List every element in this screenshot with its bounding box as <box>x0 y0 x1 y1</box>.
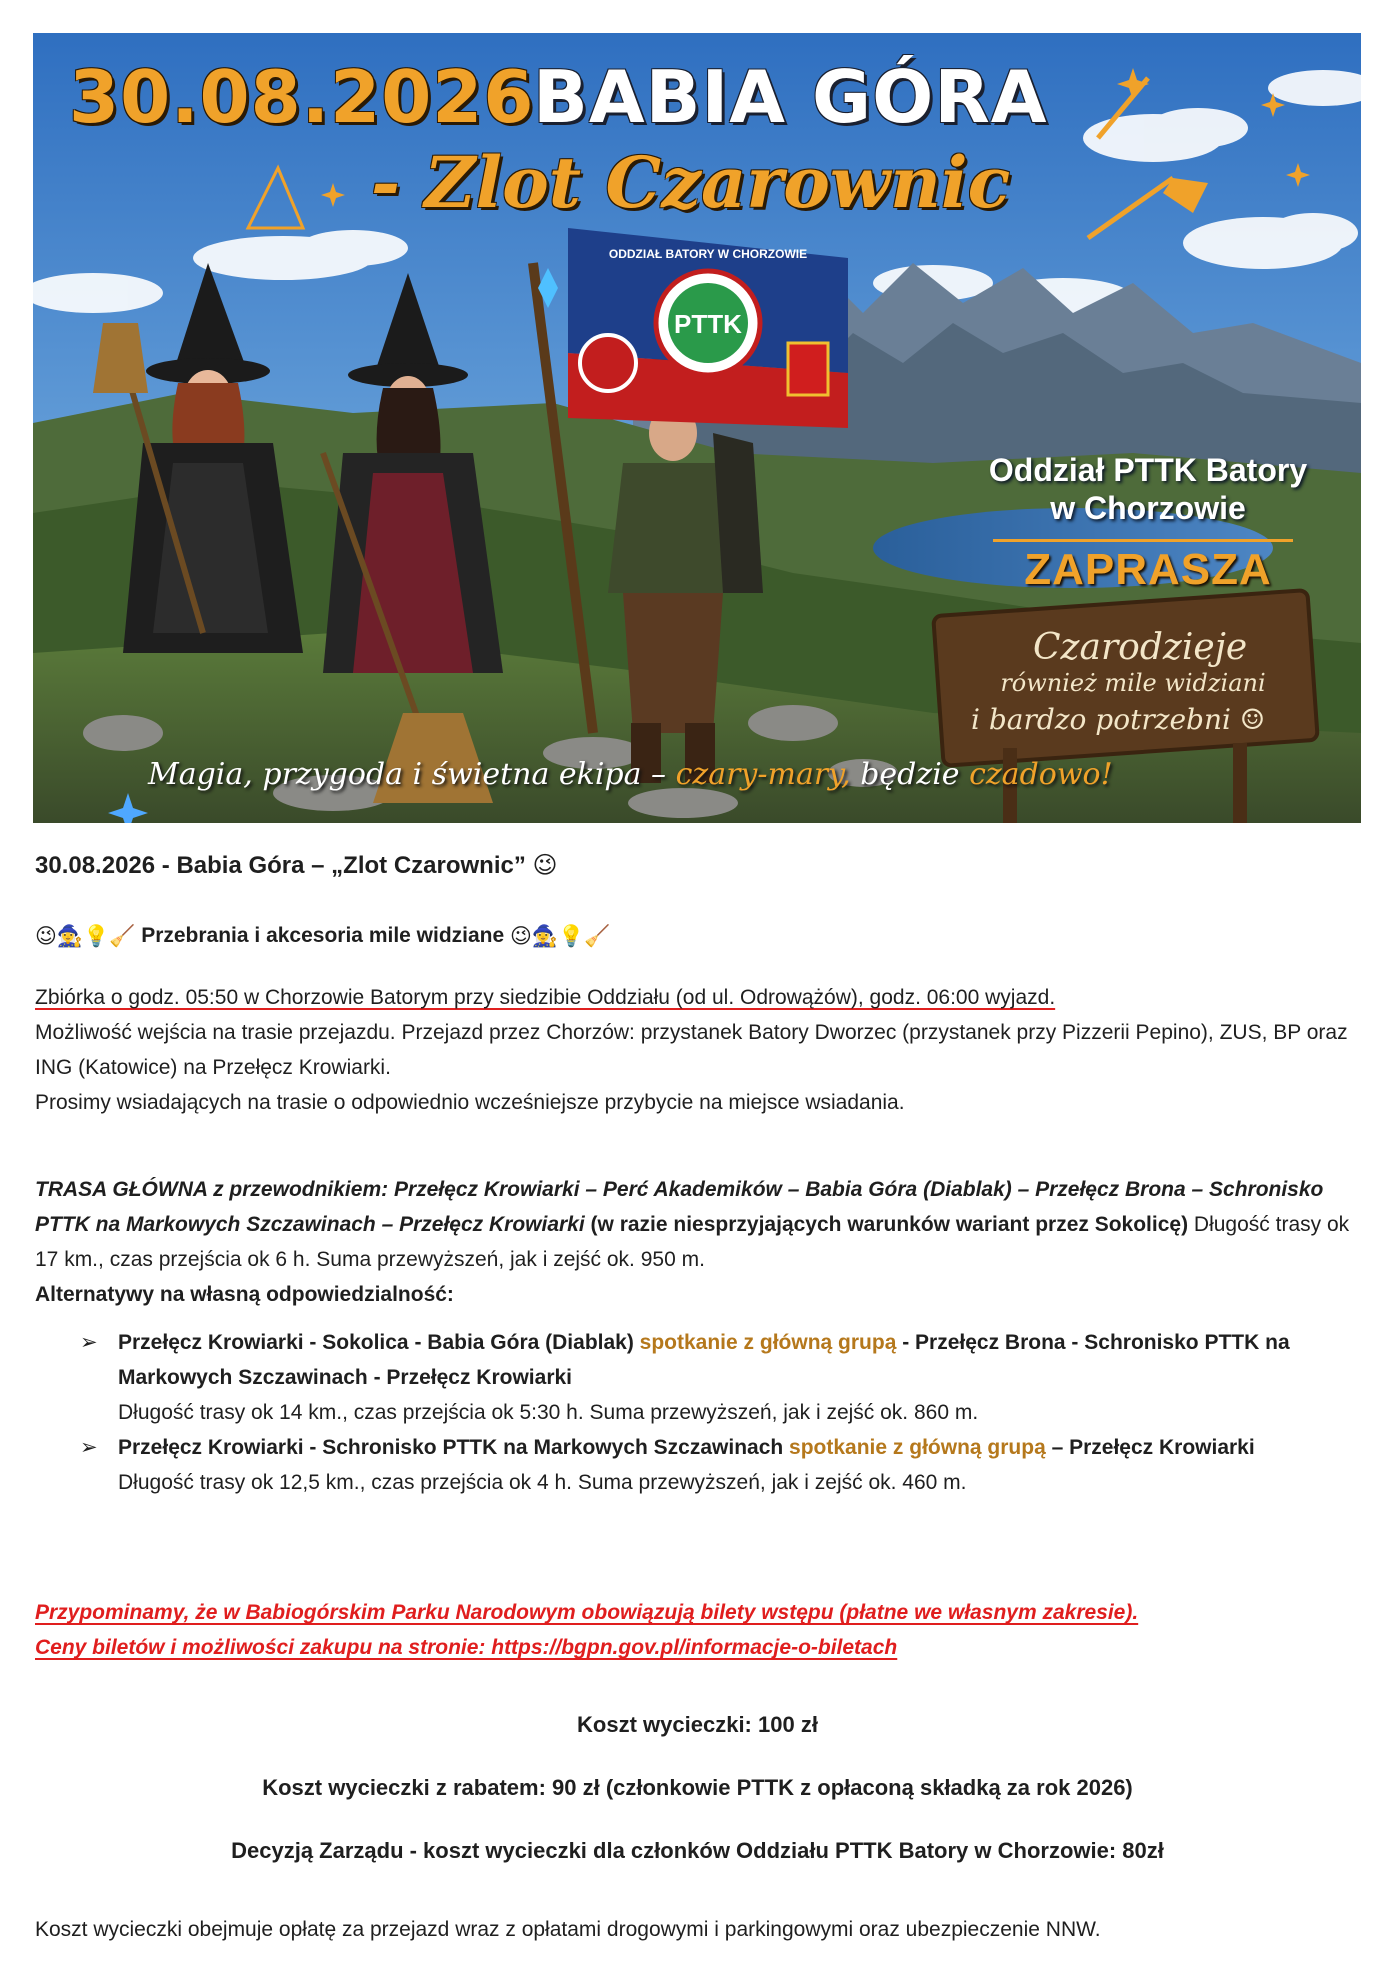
main-route <box>35 1172 1360 1312</box>
banner-tagline <box>148 757 1113 792</box>
pttk-flag <box>568 228 848 428</box>
alternatives-list <box>80 1325 1360 1500</box>
trip-cost-members: Decyzją Zarządu - koszt wycieczki dla członków Oddziału PTTK Batory w Chorzowie: 80zł <box>231 1838 1164 1863</box>
banner-place: BABIA GÓRA <box>533 55 1048 139</box>
sign-line-3: i bardzo potrzebni ☺ <box>971 703 1265 736</box>
ticket-reminder <box>35 1595 1360 1665</box>
reminder-line-1: Przypominamy, że w Babiogórskim Parku Narodowym obowiązują bilety wstępu (płatne we własnym zakresie). <box>35 1601 1139 1624</box>
arrow-bullet-icon: ➢ <box>80 1436 98 1459</box>
alt-route-stats: Długość trasy ok 12,5 km., czas przejścia ok 4 h. Suma przewyższeń, jak i zejść ok. 460 m. <box>118 1471 967 1494</box>
list-item <box>80 1325 1360 1430</box>
main-route-variant: (w razie niesprzyjających warunków wariant przez Sokolicę) <box>584 1213 1189 1236</box>
banner-date: 30.08.2026 <box>69 55 535 139</box>
trip-cost-discount: Koszt wycieczki z rabatem: 90 zł (członkowie PTTK z opłaconą składką za rok 2026) <box>262 1775 1133 1800</box>
trip-cost: Koszt wycieczki: 100 zł <box>577 1712 818 1737</box>
event-banner <box>33 33 1361 823</box>
alt-route-stats: Długość trasy ok 14 km., czas przejścia ok 5:30 h. Suma przewyższeń, jak i zejść ok. 860 m. <box>118 1401 979 1424</box>
alt-route-end: – Przełęcz Krowiarki <box>1045 1436 1255 1459</box>
ticket-info-link[interactable]: Ceny biletów i możliwości zakupu na stronie: https://bgpn.gov.pl/informacje-o-biletach <box>35 1636 898 1659</box>
cost-includes: Koszt wycieczki obejmuje opłatę za przejazd wraz z opłatami drogowymi i parkingowymi oraz ubezpieczenie NNW. <box>35 1918 1101 1941</box>
costume-emoji-left: 😉🧙‍♀️💡🧹 <box>35 924 136 948</box>
tagline-part-2: czary-mary, <box>675 757 851 792</box>
event-title: 30.08.2026 - Babia Góra – „Zlot Czarownic” 😉 <box>35 852 558 879</box>
alt-meet-point: spotkanie z główną grupą <box>789 1436 1046 1459</box>
arrow-bullet-icon: ➢ <box>80 1331 98 1354</box>
flag-logo-text: PTTK <box>674 309 742 339</box>
alt-route-end: - Przełęcz Brona - Schronisko PTTK na Markowych Szczawinach - Przełęcz Krowiarki <box>118 1331 1290 1389</box>
sign-line-1: Czarodzieje <box>1033 627 1248 668</box>
alt-route-start: Przełęcz Krowiarki - Schronisko PTTK na Markowych Szczawinach <box>118 1436 790 1459</box>
costume-text: Przebrania i akcesoria mile widziane <box>141 924 505 947</box>
meeting-time: Zbiórka o godz. 05:50 w Chorzowie Batorym przy siedzibie Oddziału (od ul. Odrowążów), godz. 06:00 wyjazd. <box>35 986 1056 1009</box>
banner-organizer <box>938 451 1358 527</box>
banner-organizer-line2: w Chorzowie <box>1050 490 1246 526</box>
banner-subtitle: - Zlot Czarownic <box>371 141 1011 224</box>
list-item <box>80 1430 1360 1500</box>
tagline-part-1: Magia, przygoda i świetna ekipa – <box>148 757 676 792</box>
boarding-request: Prosimy wsiadających na trasie o odpowiednio wcześniejsze przybycie na miejsce wsiadania. <box>35 1091 905 1114</box>
tagline-part-4: czadowo! <box>969 757 1113 792</box>
costume-note <box>35 918 1360 954</box>
tagline-part-3: będzie <box>850 757 970 792</box>
alternatives-title: Alternatywy na własną odpowiedzialność: <box>35 1283 454 1306</box>
sign-line-2: również mile widziani <box>1000 669 1266 697</box>
alt-route-start: Przełęcz Krowiarki - Sokolica - Babia Góra (Diablak) <box>118 1331 640 1354</box>
main-route-stats: Długość trasy ok 17 km., czas przejścia ok 6 h. Suma przewyższeń, jak i zejść ok. 950 m. <box>35 1213 1350 1271</box>
banner-divider <box>993 539 1293 542</box>
banner-organizer-line1: Oddział PTTK Batory <box>988 452 1308 488</box>
main-route-label: TRASA GŁÓWNA z przewodnikiem: Przełęcz Krowiarki – Perć Akademików – Babia Góra (Diablak) – Przełęcz Brona – Schronisko PTTK na Markowych Szczawinach – Przełęcz Krowiarki <box>35 1178 1324 1236</box>
flag-caption-text: ODDZIAŁ BATORY W CHORZOWIE <box>608 247 808 261</box>
route-stops: Możliwość wejścia na trasie przejazdu. Przejazd przez Chorzów: przystanek Batory Dworzec (przystanek przy Pizzerii Pepino), ZUS, BP oraz ING (Katowice) na Przełęcz Krowiarki. <box>35 1021 1348 1079</box>
banner-invite: ZAPRASZA <box>1024 545 1272 594</box>
meeting-info <box>35 980 1360 1120</box>
alt-meet-point: spotkanie z główną grupą <box>639 1331 897 1354</box>
costume-emoji-right: 😉🧙‍♀️💡🧹 <box>510 924 611 948</box>
